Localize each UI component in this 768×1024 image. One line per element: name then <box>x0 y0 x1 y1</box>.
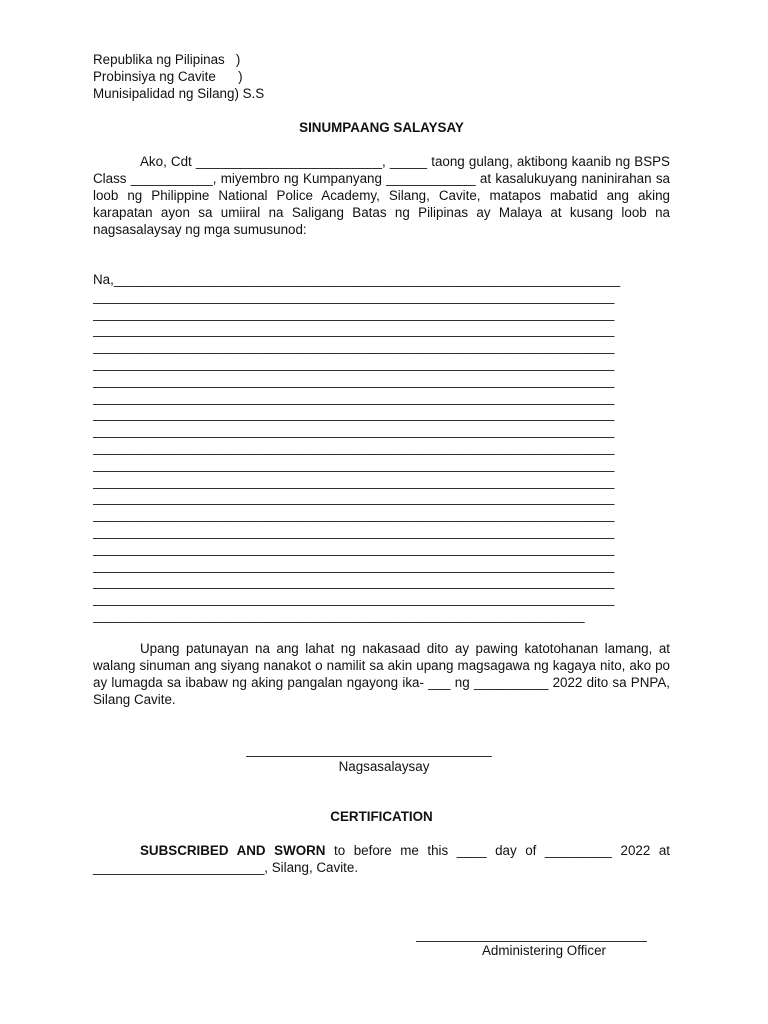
statement-line: ______________________________________________________________________ <box>93 490 615 506</box>
certification-paragraph <box>93 842 670 876</box>
statement-line: ______________________________________________________________________ <box>93 591 615 607</box>
administering-officer-label: Administering Officer <box>481 943 607 958</box>
certification-bold-lead: SUBSCRIBED AND SWORN <box>140 843 326 858</box>
statement-line: ______________________________________________________________________ <box>93 389 615 405</box>
statement-line: ______________________________________________________________________ <box>93 507 615 523</box>
statement-line: __________________________________________________________________ <box>93 607 585 623</box>
certification-title: CERTIFICATION <box>330 809 433 824</box>
affiant-signature-line: _________________________________ <box>246 742 492 757</box>
statement-line: ______________________________________________________________________ <box>93 423 615 439</box>
statement-line: ______________________________________________________________________ <box>93 339 615 355</box>
document-header <box>93 51 493 102</box>
statement-line: ______________________________________________________________________ <box>93 439 615 455</box>
header-municipality: Munisipalidad ng Silang) S.S <box>93 86 265 101</box>
statement-line: ______________________________________________________________________ <box>93 305 615 321</box>
statement-line: ______________________________________________________________________ <box>93 473 615 489</box>
certification-text: to before me this ____ day of _________ 2022 at _______________________, Silang, Cavite. <box>93 843 670 875</box>
statement-line: ______________________________________________________________________ <box>93 456 615 472</box>
intro-paragraph: Ako, Cdt _________________________, _____ taong gulang, aktibong kaanib ng BSPS Class ___________, miyembro ng Kumpanyang ____________ at kasalukuyang naninirahan sa loob ng Philippine National Police Academy, Silang, Cavite, matapos mabatid ang aking karapatan ayon sa umiiral na Saligang Batas ng Pilipinas ay Malaya at kusang loob na nagsasalaysay ng mga sumusunod: <box>93 154 670 237</box>
statement-lines <box>93 272 670 625</box>
statement-line: Na,____________________________________________________________________ <box>93 272 621 287</box>
statement-line: ______________________________________________________________________ <box>93 523 615 539</box>
administering-officer-signature-line: _______________________________ <box>416 927 647 942</box>
affiant-label: Nagsasalaysay <box>338 759 430 774</box>
statement-line: ______________________________________________________________________ <box>93 288 615 304</box>
statement-line: ______________________________________________________________________ <box>93 574 615 590</box>
statement-line: ______________________________________________________________________ <box>93 355 615 371</box>
statement-line: ______________________________________________________________________ <box>93 372 615 388</box>
statement-line: ______________________________________________________________________ <box>93 406 615 422</box>
statement-line: ______________________________________________________________________ <box>93 322 615 338</box>
document-title: SINUMPAANG SALAYSAY <box>299 120 464 135</box>
statement-line: ______________________________________________________________________ <box>93 557 615 573</box>
statement-line: ______________________________________________________________________ <box>93 540 615 556</box>
header-province: Probinsiya ng Cavite ) <box>93 69 243 84</box>
header-republic: Republika ng Pilipinas ) <box>93 52 241 67</box>
oath-paragraph: Upang patunayan na ang lahat ng nakasaad dito ay pawing katotohanan lamang, at walang sinuman ang siyang nanakot o namilit sa akin upang magsagawa ng kagaya nito, ako po ay lumagda sa ibabaw ng aking pangalan ngayong ika- ___ ng __________ 2022 dito sa PNPA, Silang Cavite. <box>93 641 670 707</box>
